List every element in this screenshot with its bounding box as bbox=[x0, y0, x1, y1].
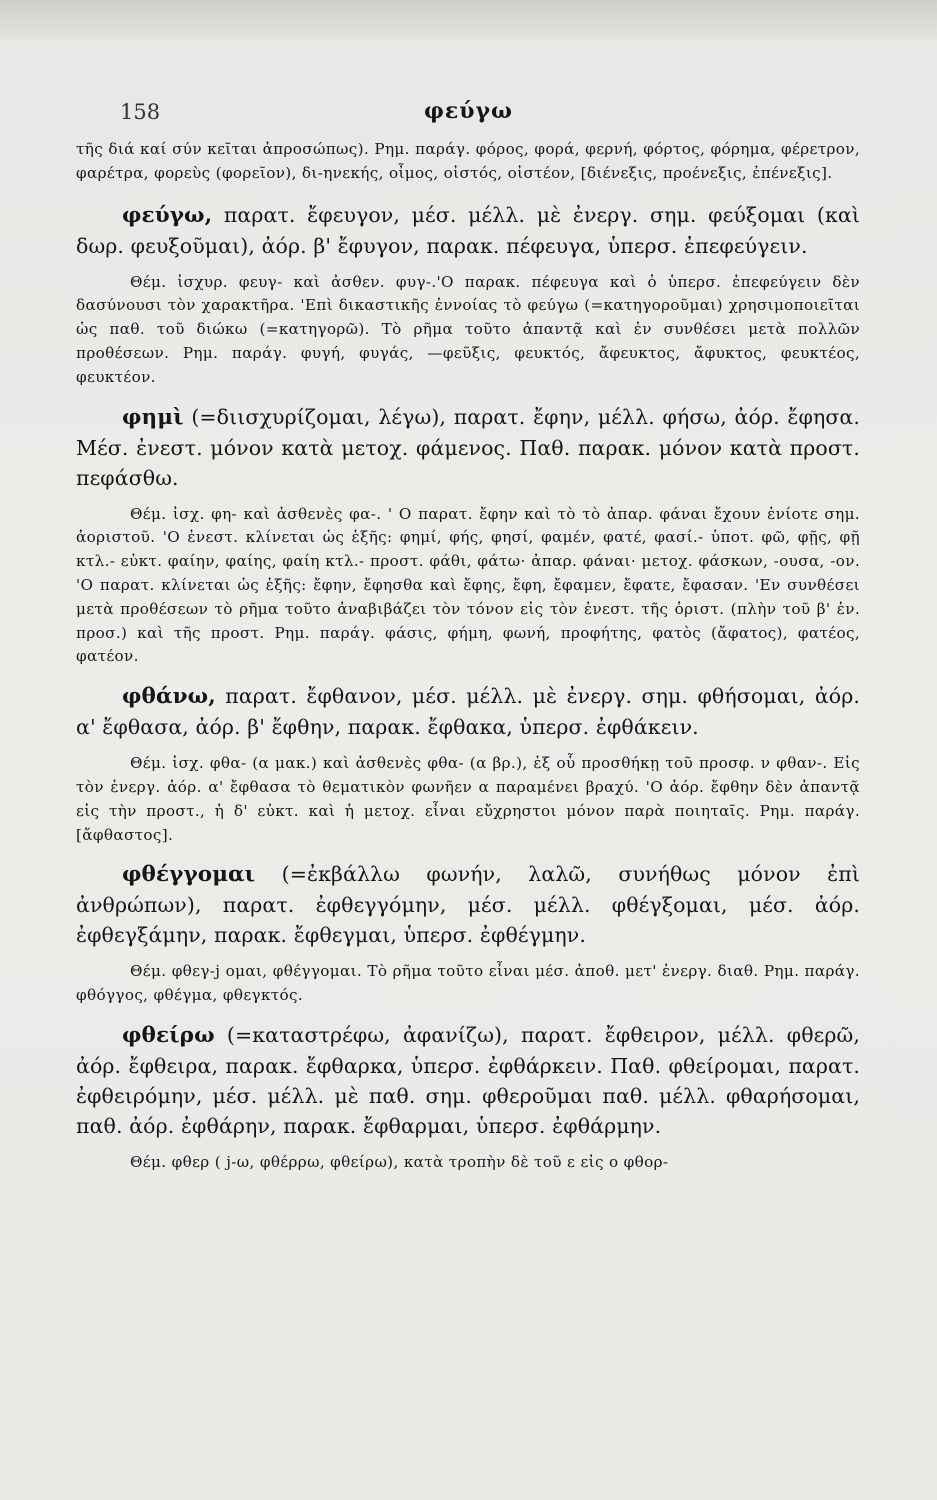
entry-forms: (=ἐκβάλλω φωνήν, λαλῶ, συνήθως μόνον ἐπὶ ἀνθρώπων), παρατ. ἐφθεγγόμην, μέσ. μέλλ. φθέγξομαι, μέσ. ἀόρ. ἐφθεγξάμην, παρακ. ἔφθεγμαι, ὑπερσ. ἐφθέγμην. bbox=[76, 862, 860, 948]
entry-headword: φθάνω, bbox=[122, 684, 216, 710]
entry-definition bbox=[76, 859, 860, 950]
entry-theme: Θέμ. ἰσχ. φη- καὶ ἀσθενὲς φα-. ' Ο παρατ. ἔφην καὶ τὸ τὸ ἀπαρ. φάναι ἔχουν ἐνίοτε σημ. ἀοριστοῦ. 'Ο ἐνεστ. κλίνεται ὡς ἑξῆς: φημί, φής, φησί, φαμέν, φατέ, φασί.- ὑποτ. φῶ, φῇς, φῇ κτλ.- εὐκτ. φαίην, φαίης, φαίη κτλ.- προστ. φάθι, φάτω· ἀπαρ. φάναι· μετοχ. φάσκων, -ουσα, -ον. 'Ο παρατ. κλίνεται ὡς ἑξῆς: ἔφην, ἔφησθα καὶ ἔφης, ἔφη, ἔφαμεν, ἔφατε, ἔφασαν. 'Εν συνθέσει μετὰ προθέσεων τὸ ρῆμα τοῦτο ἀναβιβάζει τὸν τόνον εἰς τὸν ἐνεστ. τῆς ὁριστ. (πλὴν τοῦ β' ἑν. προσ.) καὶ τῆς προστ. Ρημ. παράγ. φάσις, φήμη, φωνή, προφήτης, φατὸς (ἄφατος), φατέος, φατέον. bbox=[76, 504, 860, 666]
page-header bbox=[0, 96, 937, 136]
entry-theme: Θέμ. φθερ ( j-ω, φθέρρω, φθείρω), κατὰ τροπὴν δὲ τοῦ ε εἰς ο φθορ- bbox=[130, 1152, 669, 1171]
entry-definition bbox=[76, 681, 860, 742]
entry-theme: Θέμ. ἰσχ. φθα- (α μακ.) καὶ ἀσθενὲς φθα- (α βρ.), ἐξ οὗ προσθήκῃ τοῦ προσφ. ν φθαν-. Εἰς τὸν ἐνεργ. ἀόρ. α' ἔφθασα τὸ θεματικὸν φωνῆεν α παραμένει βραχύ. 'Ο ἀόρ. ἔφθην δὲν ἀπαντᾷ εἰς τὴν προστ., ἡ δ' εὐκτ. καὶ ἡ μετοχ. εἶναι εὔχρηστοι μόνον παρὰ ποιηταῖς. Ρημ. παράγ. [ἄφθαστος]. bbox=[76, 754, 860, 844]
entry-continuation: τῆς διά καί σύν κεῖται ἀπροσώπως). Ρημ. παράγ. φόρος, φορά, φερνή, φόρτος, φόρημα, φέρετρον, φαρέτρα, φορεὺς (φορεῖον), δι-ηνεκής, οἶμος, οἰστός, οἰστέον, [διένεξις, προένεξις, ἐπένεξις]. bbox=[76, 140, 860, 182]
entry-forms: (=καταστρέφω, ἀφανίζω), παρατ. ἔφθειρον, μέλλ. φθερῶ, ἀόρ. ἔφθειρα, παρακ. ἔφθαρκα, ὑπερσ. ἐφθάρκειν. Παθ. φθείρομαι, παρατ. ἐφθειρόμην, μέσ. μέλλ. μὲ παθ. σημ. φθεροῦμαι παθ. μέλλ. φθαρήσομαι, παθ. ἀόρ. ἐφθάρην, παρακ. ἔφθαρμαι, ὑπερσ. ἐφθάρμην. bbox=[76, 1022, 860, 1138]
page-body bbox=[76, 138, 860, 1175]
entry-definition bbox=[76, 200, 860, 261]
running-head: φεύγω bbox=[423, 98, 513, 124]
entry-forms: παρατ. ἔφευγον, μέσ. μέλλ. μὲ ἐνεργ. σημ. φεύξομαι (καὶ δωρ. φευξοῦμαι), ἀόρ. β' ἔφυγον, παρακ. πέφευγα, ὑπερσ. ἐπεφεύγειν. bbox=[76, 202, 860, 258]
entry-headword: φεύγω, bbox=[122, 202, 213, 228]
entry-theme: Θέμ. φθεγ-j ομαι, φθέγγομαι. Τὸ ρῆμα τοῦτο εἶναι μέσ. ἀποθ. μετ' ἐνεργ. διαθ. Ρημ. παράγ. φθόγγος, φθέγμα, φθεγκτός. bbox=[76, 962, 860, 1005]
entry-headword: φημὶ bbox=[122, 404, 184, 430]
entry-forms: παρατ. ἔφθανον, μέσ. μέλλ. μὲ ἐνεργ. σημ. φθήσομαι, ἀόρ. α' ἔφθασα, ἀόρ. β' ἔφθην, παρακ. ἔφθακα, ὑπερσ. ἐφθάκειν. bbox=[76, 684, 861, 740]
page-number: 158 bbox=[120, 100, 161, 124]
entry-headword: φθείρω bbox=[122, 1022, 215, 1048]
entry-headword: φθέγγομαι bbox=[122, 862, 256, 888]
entry-theme: Θέμ. ἰσχυρ. φευγ- καὶ ἀσθεν. φυγ-.'Ο παρακ. πέφευγα καὶ ὁ ὑπερσ. ἐπεφεύγειν δὲν δασύνουσι τὸν χαρακτῆρα. 'Επὶ δικαστικῆς ἐννοίας τὸ φεύγω (=κατηγοροῦμαι) χρησιμοποιεῖται ὡς παθ. τοῦ διώκω (=κατηγορῶ). Τὸ ρῆμα τοῦτο ἀπαντᾷ καὶ ἐν συνθέσει μετὰ πολλῶν προθέσεων. Ρημ. παράγ. φυγή, φυγάς, —φεῦξις, φευκτός, ἄφευκτος, ἄφυκτος, φευκτέος, φευκτέον. bbox=[76, 272, 860, 386]
entry-definition bbox=[76, 1020, 860, 1141]
entry-forms: (=διισχυρίζομαι, λέγω), παρατ. ἔφην, μέλλ. φήσω, ἀόρ. ἔφησα. Μέσ. ἐνεστ. μόνον κατὰ μετοχ. φάμενος. Παθ. παρακ. μόνον κατὰ προστ. πεφάσθω. bbox=[76, 404, 860, 490]
scan-shadow bbox=[0, 0, 937, 40]
entry-definition bbox=[76, 402, 860, 493]
